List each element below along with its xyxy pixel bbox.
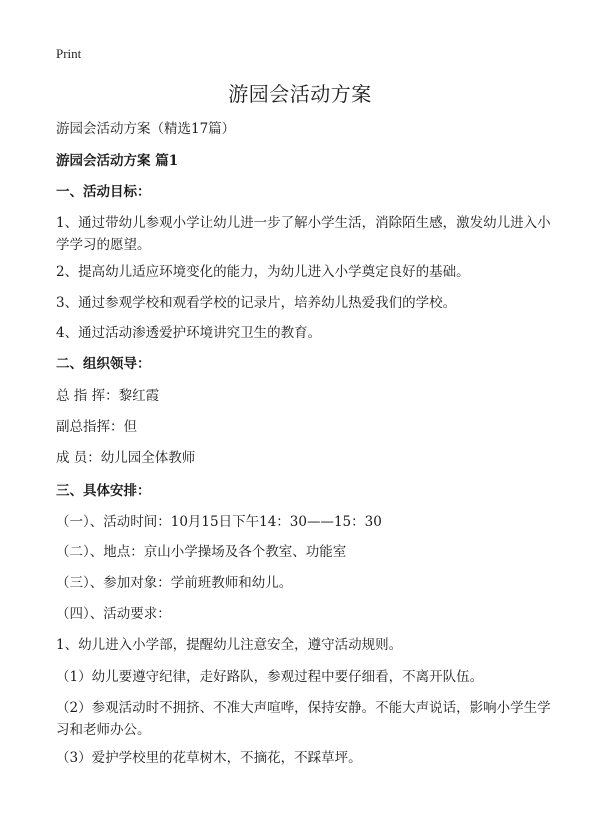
- requirement-sub-3: （3）爱护学校里的花草树木，不摘花，不踩草坪。: [56, 750, 362, 766]
- arrangement-requirements: （四）、活动要求：: [56, 606, 171, 622]
- leader-members: 成 员：幼儿园全体教师: [56, 450, 196, 466]
- goal-item-4: 4、通过活动渗透爱护环境讲究卫生的教育。: [56, 325, 322, 341]
- goal-item-1: 1、通过带幼儿参观小学让幼儿进一步了解小学生活，消除陌生感，激发幼儿进入小学学习的愿望。: [56, 215, 551, 253]
- requirement-item-1: 1、幼儿进入小学部，提醒幼儿注意安全，遵守活动规则。: [56, 637, 403, 653]
- heading-goals: 一、活动目标：: [56, 184, 151, 200]
- arrangement-participants: （三）、参加对象：学前班教师和幼儿。: [56, 575, 293, 591]
- heading-arrangement: 三、具体安排：: [56, 483, 151, 499]
- heading-leadership: 二、组织领导：: [56, 356, 151, 372]
- document-subtitle: 游园会活动方案（精选17篇）: [56, 121, 236, 137]
- requirement-sub-2: （2）参观活动时不拥挤、不准大声喧哗，保持安静。不能大声说话，影响小学生学习和老师办公。: [56, 700, 551, 738]
- goal-item-3: 3、通过参观学校和观看学校的记录片，培养幼儿热爱我们的学校。: [56, 295, 457, 311]
- leader-deputy: 副总指挥：但: [56, 419, 137, 435]
- leader-chief: 总 指 挥：黎红霞: [56, 388, 160, 404]
- arrangement-time: （一）、活动时间：10月15日下午14：30——15：30: [56, 514, 382, 530]
- document-title: 游园会活动方案: [228, 82, 372, 106]
- goal-item-2: 2、提高幼儿适应环境变化的能力，为幼儿进入小学奠定良好的基础。: [56, 264, 470, 280]
- section-heading: 游园会活动方案 篇1: [56, 153, 179, 169]
- print-link[interactable]: Print: [56, 46, 82, 61]
- requirement-sub-1: （1）幼儿要遵守纪律，走好路队，参观过程中要仔细看，不离开队伍。: [56, 669, 484, 685]
- arrangement-location: （二）、地点：京山小学操场及各个教室、功能室: [56, 544, 347, 560]
